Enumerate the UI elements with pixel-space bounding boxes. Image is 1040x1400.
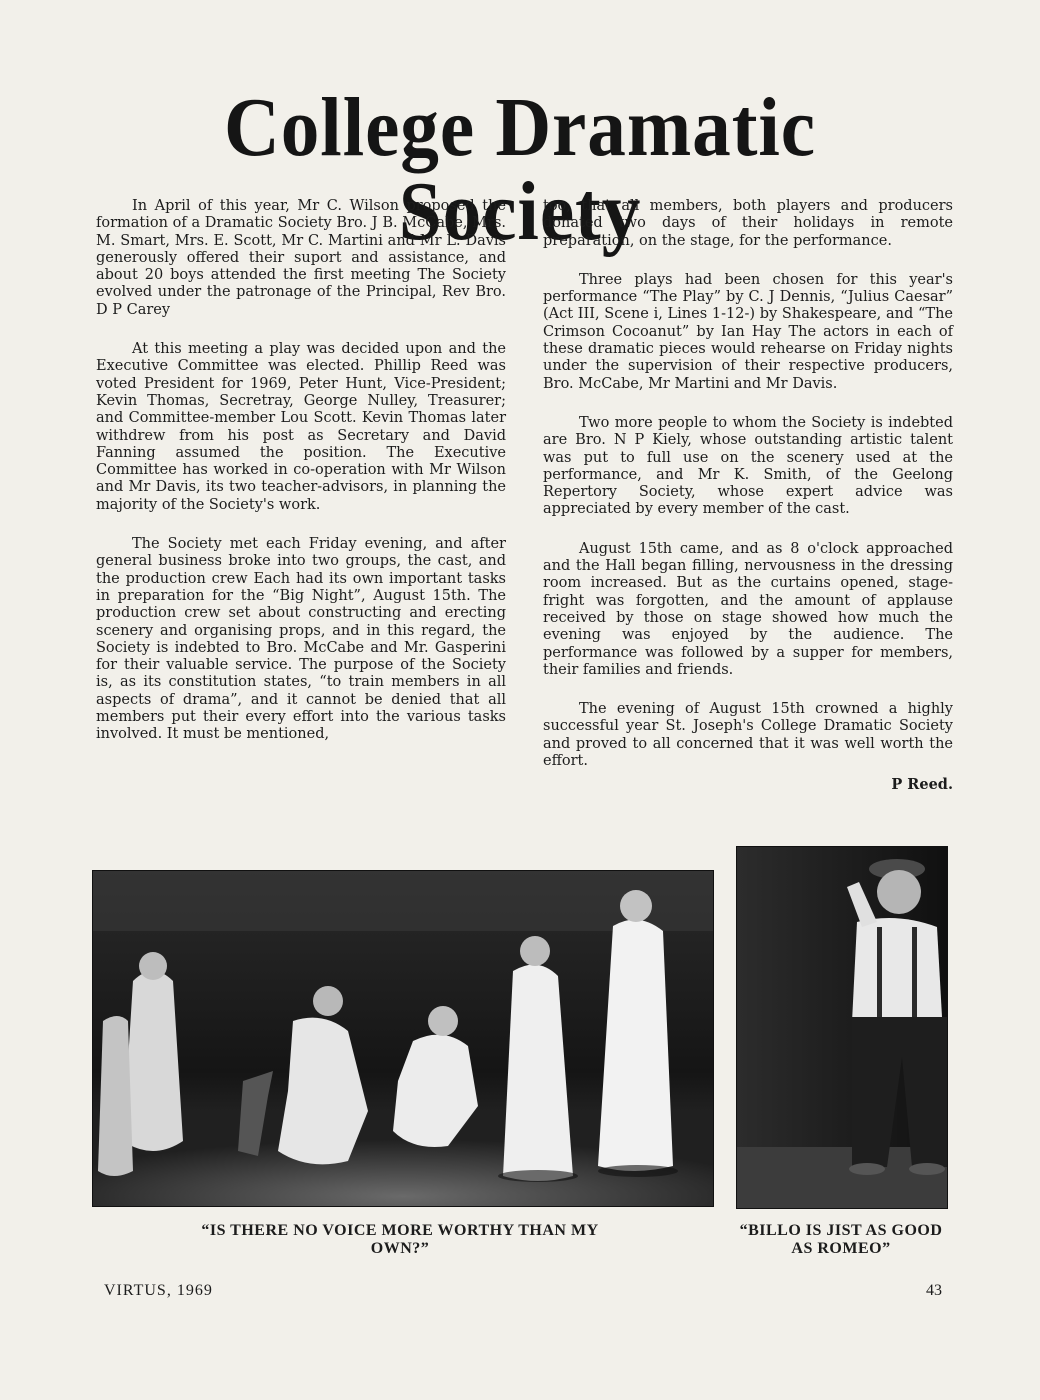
author-signature: P Reed. [891, 776, 953, 794]
right-column [543, 198, 953, 794]
page-title: College Dramatic Society [224, 81, 816, 258]
paragraph: August 15th came, and as 8 o'clock approached and the Hall began filling, nervousness in the dressing room increased. But as the curtains opened, stage-fright was forgotten, and the amount of applause received by those on stage showed how much the evening was enjoyed by the audience. The performance was followed by a supper for members, their families and friends. [543, 540, 953, 678]
left-column [96, 198, 506, 766]
publication-name: VIRTUS, 1969 [104, 1282, 213, 1299]
paragraph: At this meeting a play was decided upon and the Executive Committee was elected. Phillip Reed was voted President for 1969, Peter Hunt, Vice-President; Kevin Thomas, Secretray, George Nulley, Treasurer; and Committee-member Lou Scott. Kevin Thomas later withdrew from his post as Secretary and David Fanning assumed the position. The Executive Committee has worked in co-operation with Mr Wilson and Mr Davis, its two teacher-advisors, in planning the majority of the Society's work. [96, 341, 506, 513]
caption-julius-caesar: “IS THERE NO VOICE MORE WORTHY THAN MY OWN?” [201, 1222, 599, 1257]
paragraph: The evening of August 15th crowned a highly successful year St. Joseph's College Dramatic Society and proved to all concerned that it was well worth the effort. [543, 701, 953, 770]
paragraph: Three plays had been chosen for this year's performance “The Play” by C. J Dennis, “Julius Caesar” (Act III, Scene i, Lines 1-12-) by Shakespeare, and “The Crimson Cocoanut” by Ian Hay The actors in each of these dramatic pieces would rehearse on Friday nights under the supervision of their respective producers, Bro. McCabe, Mr Martini and Mr Davis. [543, 271, 953, 392]
photo-julius-caesar-image [93, 871, 713, 1206]
paragraph: Two more people to whom the Society is indebted are Bro. N P Kiely, whose outstanding artistic talent was put to full use on the scenery used at the performance, and Mr K. Smith, of the Geelong Repertory Society, whose expert advice was appreciated by every member of the cast. [543, 414, 953, 518]
photo-julius-caesar [92, 870, 714, 1207]
paragraph: too, that all members, both players and producers donated two days of their holidays in remote preparation, on the stage, for the performance. [543, 198, 953, 249]
page-number: 43 [926, 1282, 942, 1299]
caption-billo: “BILLO IS JIST AS GOOD AS ROMEO” [739, 1222, 943, 1257]
paragraph: In April of this year, Mr C. Wilson proposed the formation of a Dramatic Society Bro. J B. McCabe, Mrs. M. Smart, Mrs. E. Scott, Mr C. Martini and Mr L. Davis generously offered their suport and assistance, and about 20 boys attended the first meeting The Society evolved under the patronage of the Principal, Rev Bro. D P Carey [96, 198, 506, 318]
photo-billo-image [737, 847, 947, 1208]
photo-billo [736, 846, 948, 1209]
paragraph: The Society met each Friday evening, and after general business broke into two groups, the cast, and the production crew Each had its own important tasks in preparation for the “Big Night”, August 15th. The production crew set about constructing and erecting scenery and organising props, and in this regard, the Society is indebted to Bro. McCabe and Mr. Gasperini for their valuable service. The purpose of the Society is, as its constitution states, “to train members in all aspects of drama”, and it cannot be denied that all members put their every effort into the various tasks involved. It must be mentioned, [96, 536, 506, 743]
